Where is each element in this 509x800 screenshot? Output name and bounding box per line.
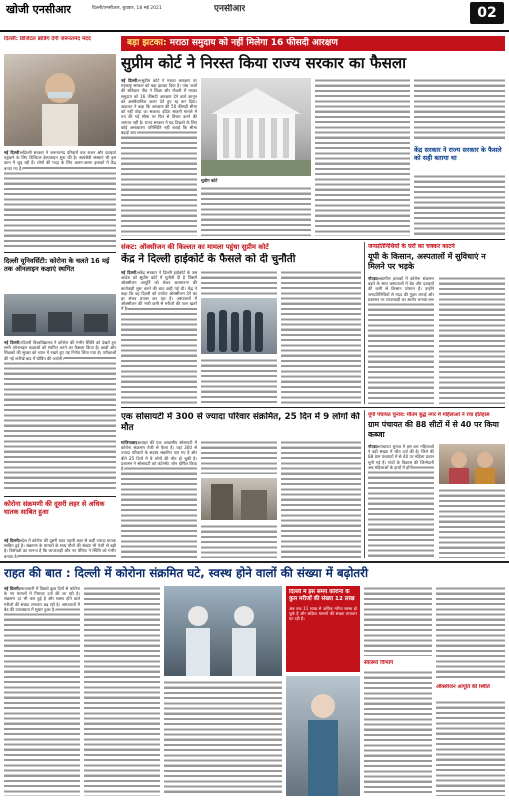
lead-headline: सुप्रीम कोर्ट ने निरस्त किया राज्य सरकार का फैसला (121, 54, 407, 72)
society-photo (201, 478, 277, 520)
lead-body-col4 (414, 78, 505, 142)
byline: नोएडा। (368, 444, 379, 449)
society-body-col2 (201, 440, 277, 474)
village-headline: ग्राम पंचायत की 88 सीटों में से 40 पर किया कब्जा (368, 420, 499, 439)
court-building-illustration (201, 78, 311, 176)
left-bottom-body (4, 538, 116, 558)
dateline: दिल्ली/एनसीआर, बुधवार, 18 मई 2021 (92, 6, 162, 11)
bottom-body-col3 (164, 680, 282, 796)
body-text: केंद्र सरकार ने दिल्ली हाईकोर्ट के उस आदेश को सुप्रीम कोर्ट में चुनौती दी है जिसमें ऑक्सीजन आपूर्ति को लेकर अवमानना की कार्यवाही शुरू करने की बात कही गई थी। केंद्र ने कहा कि वह दिल्ली को पर्याप्त ऑक्सीजन देने का हर संभव प्रयास कर रहा है। अस्पतालों में ऑक्सीजन की भारी कमी से मरीजों की जान खतरे में है। (121, 270, 197, 312)
left-mid-photo (4, 294, 116, 336)
right-top-body-col1 (368, 276, 434, 404)
lead-body-col2 (201, 186, 311, 236)
oxygen-body-col3 (281, 270, 361, 404)
bottom-body-col4 (364, 586, 432, 656)
brand-logo: खोजी एनसीआर (6, 3, 71, 16)
body-text: ग्रामीण इलाकों में कोरोना संक्रमण बढ़ने के साथ अस्पतालों में बेड और दवाइयों की कमी से किसान परेशान हैं। उन्होंने जनप्रतिनिधियों से मदद की गुहार लगाई और प्रशासन पर लापरवाही का आरोप लगाया। (368, 276, 434, 302)
right-top-kicker: जनप्रतिनिधियों के घरों का चक्कर काटने (368, 243, 455, 250)
society-body-col1 (121, 440, 197, 558)
left-column (4, 36, 116, 556)
bottom-headline: राहत की बात : दिल्ली में कोरोना संक्रमित घटे, स्वस्थ होने वालों की संख्या में बढ़ोतरी (4, 566, 368, 580)
left-mid-headline: दिल्ली यूनिवर्सिटी: कोरोना के चलते 16 मई तक ऑनलाइन कक्षाएं स्थगित (4, 257, 110, 274)
left-top-body (4, 150, 116, 248)
classroom-illustration (4, 294, 116, 336)
bottom-photo-1 (164, 586, 282, 676)
divider (0, 561, 509, 563)
vaccination-illustration (286, 676, 360, 796)
info-box-title: दिल्ली में इस समय कोरोना के कुल मरीजों की संख्या 12 लाख (289, 589, 355, 602)
lead-highlight-body (414, 174, 505, 236)
oxygen-body-col2b (201, 358, 277, 404)
lead-body-col3 (315, 78, 410, 236)
masthead (0, 0, 509, 32)
byline: नई दिल्ली। (4, 538, 21, 543)
bottom-subhead-1: स्वास्थ्य विभाग (364, 660, 394, 666)
body-text: शहर की एक आवासीय सोसायटी में कोरोना संक्रमण तेजी से फैला है। यहां 300 से ज्यादा परिवारों के सदस्य संक्रमित पाए गए हैं और बीते 25 दिनों में 9 लोगों की मौत हो चुकी है। प्रशासन ने सोसायटी को कंटेनमेंट जोन घोषित किया है। (121, 440, 197, 472)
info-box-body: अब तक 11 लाख से अधिक मरीज स्वस्थ हो चुके हैं और सक्रिय मामलों की संख्या लगातार घट रही है। (289, 606, 357, 622)
body-text: दिल्ली सरकार ने जरूरतमंद परिवारों तक राशन और दवाइयां पहुंचाने के लिए डिजिटल हेल्पलाइन शुरू की है। स्वयंसेवी संस्थाएं भी इस काम में जुड़ रही हैं। लोगों की मदद के लिए अलग-अलग इलाकों में केंद्र बनाए गए हैं। (4, 150, 116, 171)
village-body-col1 (368, 444, 434, 558)
oxygen-kicker: संकट: ऑक्सीजन की किल्लत का मामला पहुंचा सुप्रीम कोर्ट (121, 243, 269, 251)
village-photo (439, 444, 505, 484)
oxygen-body-col1 (121, 270, 197, 404)
oxygen-headline: केंद्र ने दिल्ली हाईकोर्ट के फैसले को दी चुनौती (121, 253, 296, 265)
society-headline: एक सोसायटी में 300 से ज्यादा परिवार संक्रमित, 25 दिन में 9 लोगों की मौत (121, 412, 360, 433)
left-mid-body (4, 340, 116, 492)
lead-photo (201, 78, 311, 176)
bottom-body-col4b (364, 670, 432, 796)
left-top-photo (4, 54, 116, 146)
divider (121, 239, 505, 240)
bottom-photo-2 (286, 676, 360, 796)
lead-highlight-headline: केंद्र सरकार ने राज्य सरकार के फैसले को सही बताया था (414, 146, 502, 162)
bottom-subhead-2: ऑक्सीजन आपूर्ति की स्थिति (436, 684, 490, 690)
village-kicker: यूपी पंचायत चुनाव: मौतम बुद्ध नगर में महिलाओं ने रचा इतिहास (368, 412, 490, 418)
society-body-col2b (201, 524, 277, 558)
right-divider (364, 242, 365, 404)
right-divider (364, 410, 365, 558)
bottom-body-col5b (436, 700, 505, 796)
lead-body-col1 (121, 78, 197, 236)
byline: नोएडा। (368, 276, 379, 281)
banner-title: मराठा समुदाय को नहीं मिलेगा 16 फीसदी आरक्षण (169, 38, 338, 48)
divider (121, 407, 505, 408)
byline: नई दिल्ली। (4, 150, 21, 155)
residential-tower-illustration (201, 478, 277, 520)
banner-text (127, 37, 338, 50)
oxygen-body-col2 (201, 270, 277, 296)
byline: गाजियाबाद। (121, 440, 140, 445)
body-text: दिल्ली विश्वविद्यालय ने कोरोना की गंभीर स्थिति को देखते हुए सभी ऑनलाइन कक्षाओं को स्थगित करने का फैसला किया है। छात्रों और शिक्षकों की सुरक्षा को ध्यान में रखते हुए यह निर्णय लिया गया है। परीक्षाओं की नई तारीखें बाद में घोषित की जाएंगी। (4, 340, 116, 361)
right-top-body-col2 (439, 276, 505, 404)
society-body-col3 (281, 440, 361, 558)
lead-photo-caption: सुप्रीम कोर्ट (201, 178, 218, 183)
left-top-headline: दिल्ली: डिजिटल ब्रांडिंग देगी जरूरतमंद मदद (4, 36, 91, 42)
oxygen-cylinders-illustration (201, 298, 277, 354)
section-title: एनसीआर (214, 4, 246, 14)
bottom-body-col2 (84, 586, 160, 796)
page-number: 02 (470, 2, 504, 24)
person-illustration (4, 54, 116, 146)
banner-kicker: बड़ा झटका: (127, 38, 167, 48)
oxygen-photo (201, 298, 277, 354)
body-text: देश में कोरोना की दूसरी लहर पहली लहर से कहीं ज्यादा घातक साबित हुई है। संक्रमण के मामलों के साथ मौतों की संख्या भी तेजी से बढ़ी है। विशेषज्ञों का मानना है कि लापरवाही और नए वेरिएंट ने स्थिति को गंभीर बनाया है। (4, 538, 116, 558)
byline: नई दिल्ली। (4, 340, 21, 345)
left-bottom-headline: कोरोना संक्रमणी की दूसरी लहर से अधिक घातक साबित हुआ (4, 500, 105, 517)
body-text: सुप्रीम कोर्ट ने मराठा आरक्षण पर महाराष्ट्र सरकार को बड़ा झटका दिया है। पांच जजों की संविधान पीठ ने शिक्षा और नौकरी में मराठा समुदाय को 16 फीसदी आरक्षण देने वाले कानून को असंवैधानिक करार देते हुए रद्द कर दिया। अदालत ने कहा कि आरक्षण की 50 फीसदी सीमा को नहीं तोड़ा जा सकता। इंदिरा साहनी मामले में तय की गई सीमा पर फिर से विचार करने की जरूरत नहीं है। राज्य सरकार ने यह दिखाने के लिए कोई असाधारण परिस्थिति नहीं बताई कि सीमा बढ़ाई जाए। (121, 78, 197, 136)
byline: नई दिल्ली। (4, 586, 21, 591)
health-workers-illustration (164, 586, 282, 676)
body-text: पंचायत चुनाव में इस बार महिलाओं ने बड़ी संख्या में जीत दर्ज की है। जिले की 88 ग्राम पंचायतों में से 40 पर महिला प्रधान चुनी गई हैं। गांवों के विकास की जिम्मेदारी अब महिलाओं के हाथों में होगी। (368, 444, 434, 470)
divider (4, 252, 116, 253)
divider (4, 496, 116, 497)
bottom-body-col5 (436, 586, 505, 680)
bottom-info-box (286, 586, 360, 672)
women-portrait-illustration (439, 444, 505, 484)
byline: नई दिल्ली। (121, 78, 139, 83)
right-top-headline: यूपी के किसान, अस्पतालों में सुविधाएं न मिलने पर भड़के (368, 252, 486, 271)
bottom-body-col1 (4, 586, 80, 796)
village-body-col2 (439, 488, 505, 558)
banner-strip (121, 36, 505, 51)
byline: नई दिल्ली। (121, 270, 138, 275)
body-text: राजधानी में पिछले कुछ दिनों से कोरोना के नए मामलों में गिरावट दर्ज की जा रही है। संक्रमण दर भी कम हुई है और स्वस्थ होने वाले मरीजों की संख्या लगातार बढ़ रही है। अस्पतालों में बेड की उपलब्धता में सुधार हुआ है। (4, 586, 80, 612)
